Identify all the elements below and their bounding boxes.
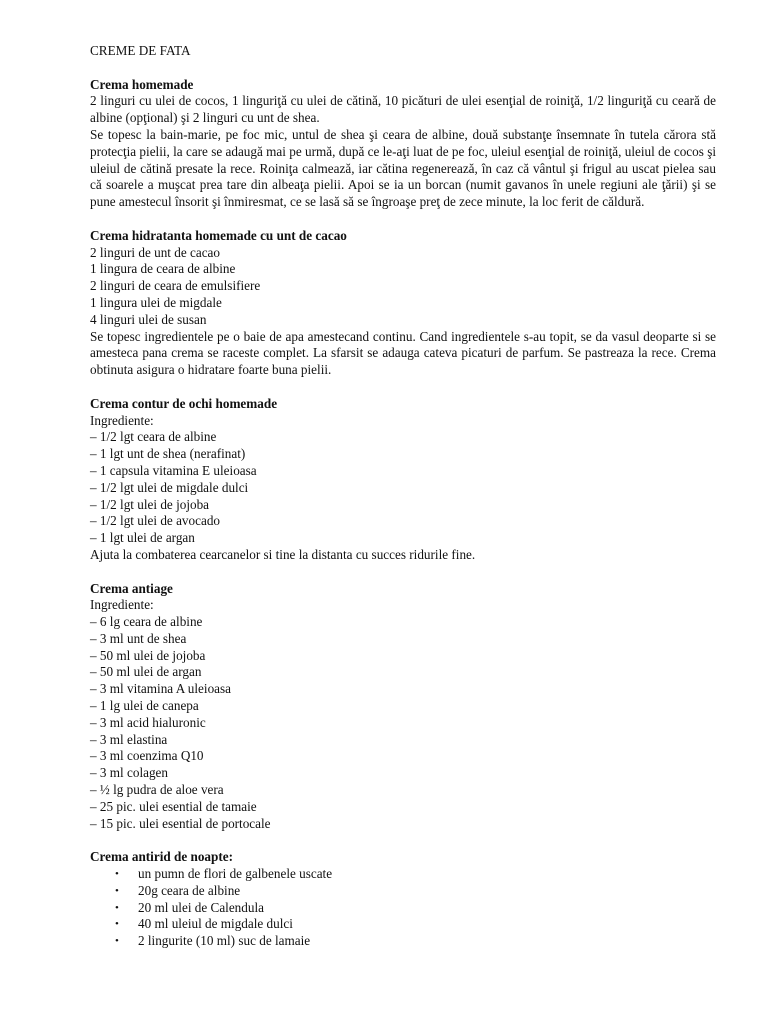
list-item (90, 883, 716, 900)
ingredient-line: 1 lingura de ceara de albine (90, 261, 236, 277)
ingredient-line: 2 linguri de ceara de emulsifiere (90, 278, 261, 294)
paragraph: Ajuta la combaterea cearcanelor si tine la distanta cu succes ridurile fine. (90, 546, 476, 562)
ingredient-line: – 1/2 lgt ulei de jojoba (90, 496, 210, 512)
ingredient-line: – 3 ml coenzima Q10 (90, 748, 204, 764)
ingredient-line: – 50 ml ulei de jojoba (90, 647, 206, 663)
spacer (90, 832, 716, 849)
ingredient-line: – 1/2 lgt ulei de avocado (90, 513, 221, 529)
document-title: CREME DE FATA (90, 43, 191, 58)
list-item (90, 916, 716, 933)
spacer (90, 564, 716, 581)
list-item-text: 40 ml uleiul de migdale dulci (138, 916, 293, 932)
bullet-icon: • (115, 868, 119, 881)
ingredient-line: 4 linguri ulei de susan (90, 311, 207, 327)
ingredient-line: – 1 capsula vitamina E uleioasa (90, 462, 257, 478)
paragraph: 2 linguri cu ulei de cocos, 1 linguriţă cu ulei de cătină, 10 picături de ulei esenţial de roiniţă, 1/2 linguriţă cu ceară de albine (opţional) şi 2 linguri cu unt de shea. (90, 93, 716, 126)
list-item (90, 866, 716, 883)
ingredient-line: – 1 lgt ulei de argan (90, 530, 195, 546)
section-heading-crema-hidratanta: Crema hidratanta homemade cu unt de cacao (90, 227, 347, 243)
bullet-icon: • (115, 935, 119, 948)
ingredients-label: Ingrediente: (90, 412, 154, 428)
section-heading-crema-antirid: Crema antirid de noapte: (90, 849, 233, 865)
section-heading-crema-homemade: Crema homemade (90, 76, 194, 92)
ingredient-line: – 3 ml vitamina A uleioasa (90, 681, 232, 697)
paragraph: Se topesc la bain-marie, pe foc mic, untul de shea şi ceara de albine, două substanţe însemnate în tutela cărora stă protecţia pielii, la care se adaugă mai pe urmă, după ce le-aţi luat de pe foc, uleiul esenţial de roiniţă, uleiul de cocos şi uleiul de cătină presate la rece. Roiniţa calmează, iar cătina regenerează, în caz că vântul şi frigul au uscat pielea sau că soarele a muşcat prea tare din albeaţa pielii. Apoi se ia un borcan (numit gavanos în unele regiuni ale ţării) şi se pune amestecul însorit şi înmiresmat, ce se lasă să se îngroaşe preţ de zece minute, la loc ferit de căldură. (90, 126, 716, 210)
ingredient-line: – 50 ml ulei de argan (90, 664, 202, 680)
ingredient-line: – ½ lg pudra de aloe vera (90, 782, 224, 798)
ingredient-line: – 6 lg ceara de albine (90, 614, 203, 630)
list-item (90, 933, 716, 950)
ingredient-line: – 3 ml unt de shea (90, 630, 187, 646)
bullet-icon: • (115, 901, 119, 914)
ingredient-line: – 3 ml acid hialuronic (90, 714, 206, 730)
document-page (90, 43, 716, 950)
list-item-text: 20g ceara de albine (138, 882, 241, 898)
paragraph: Se topesc ingredientele pe o baie de apa amestecand continu. Cand ingredientele s-au topit, se da vasul deoparte si se amesteca pana crema se raceste complet. La sfarsit se adauga cateva picaturi de parfum. Se pastreaza la rece. Crema obtinuta asigura o hidratare foarte buna pielii. (90, 328, 716, 378)
spacer (90, 379, 716, 396)
ingredient-line: – 1/2 lgt ulei de migdale dulci (90, 479, 249, 495)
list-item-text: 20 ml ulei de Calendula (138, 899, 264, 915)
ingredient-line: – 1 lgt unt de shea (nerafinat) (90, 446, 246, 462)
spacer (90, 60, 716, 77)
ingredient-line: 2 linguri de unt de cacao (90, 244, 220, 260)
bullet-icon: • (115, 918, 119, 931)
bullet-list (90, 866, 716, 950)
ingredient-line: – 1/2 lgt ceara de albine (90, 429, 217, 445)
ingredient-line: – 25 pic. ulei esential de tamaie (90, 798, 257, 814)
ingredient-line: – 3 ml elastina (90, 731, 168, 747)
bullet-icon: • (115, 884, 119, 897)
list-item-text: un pumn de flori de galbenele uscate (138, 866, 333, 882)
ingredient-line: – 1 lg ulei de canepa (90, 698, 199, 714)
list-item-text: 2 lingurite (10 ml) suc de lamaie (138, 933, 311, 949)
list-item (90, 900, 716, 917)
ingredient-line: – 15 pic. ulei esential de portocale (90, 815, 271, 831)
section-heading-crema-antiage: Crema antiage (90, 580, 173, 596)
ingredients-label: Ingrediente: (90, 597, 154, 613)
ingredient-line: – 3 ml colagen (90, 765, 169, 781)
spacer (90, 211, 716, 228)
section-heading-crema-contur-ochi: Crema contur de ochi homemade (90, 395, 278, 411)
ingredient-line: 1 lingura ulei de migdale (90, 294, 222, 310)
